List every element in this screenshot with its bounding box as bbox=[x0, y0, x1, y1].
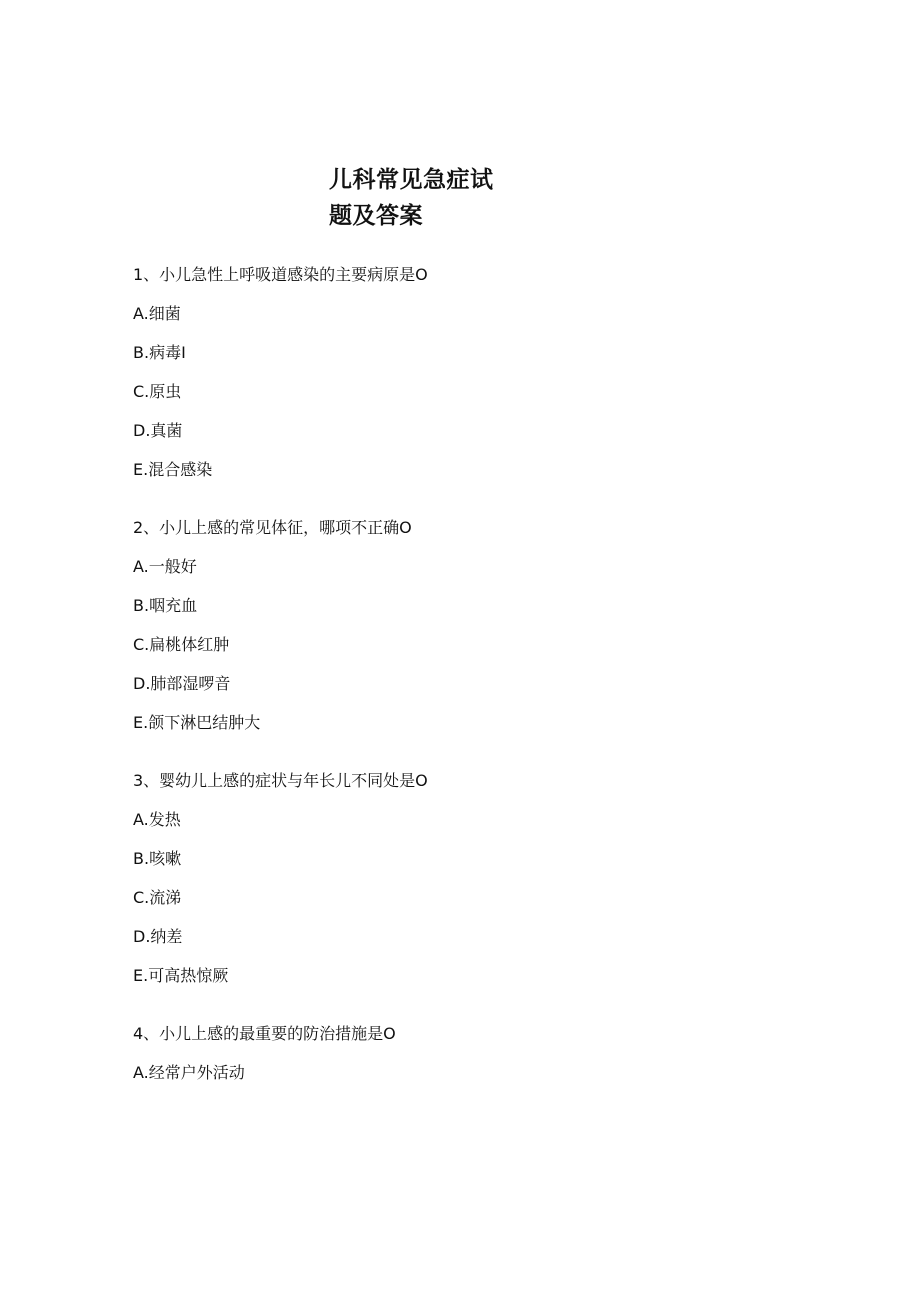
page-title bbox=[329, 162, 509, 234]
question-stem: 2、小儿上感的常见体征，哪项不正确O bbox=[133, 518, 412, 537]
option-c: C.扁桃体红肿 bbox=[133, 635, 230, 654]
question-stem: 1、小儿急性上呼吸道感染的主要病原是O bbox=[133, 265, 428, 284]
page-title-line-1: 儿科常见急症试 bbox=[329, 167, 494, 193]
option-b: B.病毒I bbox=[133, 343, 186, 362]
question-4 bbox=[133, 1021, 833, 1086]
question-3 bbox=[133, 768, 833, 989]
option-e: E.颌下淋巴结肿大 bbox=[133, 713, 261, 732]
question-2 bbox=[133, 515, 833, 736]
question-stem: 3、婴幼儿上感的症状与年长儿不同处是O bbox=[133, 771, 428, 790]
option-b: B.咽充血 bbox=[133, 596, 198, 615]
option-d: D.真菌 bbox=[133, 421, 183, 440]
option-e: E.可高热惊厥 bbox=[133, 966, 229, 985]
option-a: A.经常户外活动 bbox=[133, 1063, 245, 1082]
option-e: E.混合感染 bbox=[133, 460, 213, 479]
option-d: D.纳差 bbox=[133, 927, 183, 946]
option-d: D.肺部湿啰音 bbox=[133, 674, 231, 693]
option-a: A.细菌 bbox=[133, 304, 181, 323]
option-c: C.原虫 bbox=[133, 382, 182, 401]
option-b: B.咳嗽 bbox=[133, 849, 182, 868]
question-1 bbox=[133, 262, 833, 483]
question-list bbox=[133, 262, 833, 1118]
option-a: A.一般好 bbox=[133, 557, 197, 576]
page-title-line-2: 题及答案 bbox=[329, 203, 423, 229]
question-stem: 4、小儿上感的最重要的防治措施是O bbox=[133, 1024, 396, 1043]
option-a: A.发热 bbox=[133, 810, 181, 829]
option-c: C.流涕 bbox=[133, 888, 182, 907]
